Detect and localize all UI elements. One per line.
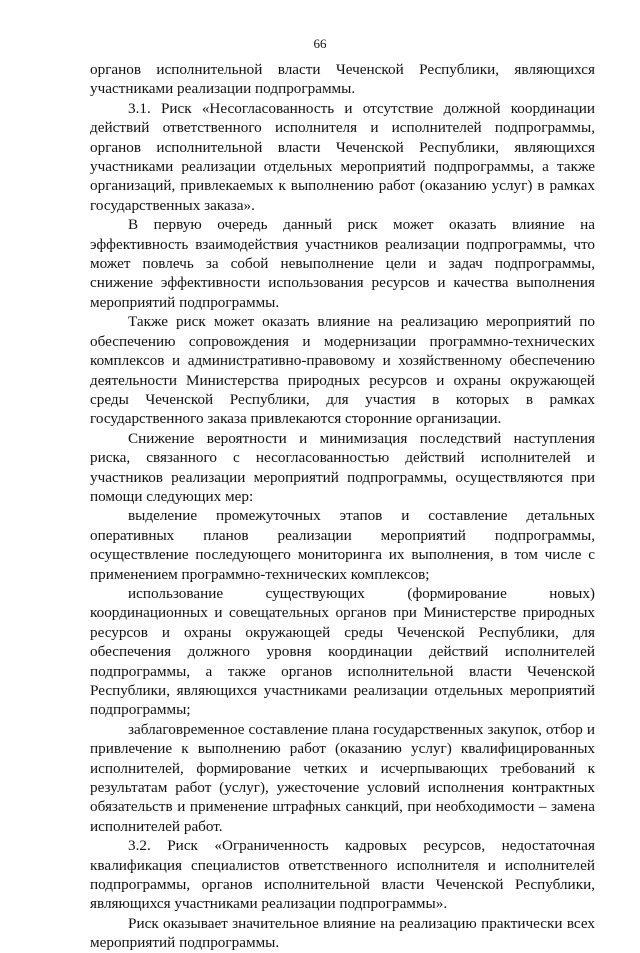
paragraph-risk-also: Также риск может оказать влияние на реализацию мероприятий по обеспечению сопровождения и модернизации программно-технических комплексов и административно-правовому и хозяйственному обеспечению деятельности Министерства природных ресурсов и охраны окружающей среды Чеченской Республики, для участия в которых в рамках государственного заказа привлекаются сторонние организации.	[90, 313, 595, 428]
paragraph-measure-1: выделение промежуточных этапов и составление детальных оперативных планов реализации мероприятий подпрограммы, осуществление последующего мониторинга их выполнения, в том числе с применением программно-технических комплексов;	[90, 507, 595, 583]
paragraph-risk-3-2: 3.2. Риск «Ограниченность кадровых ресурсов, недостаточная квалификация специалистов ответственного исполнителя и исполнителей подпрограммы, органов исполнительной власти Чеченской Республики, являющихся участниками реализации подпрограммы».	[90, 837, 595, 913]
paragraph-risk-3-1: 3.1. Риск «Несогласованность и отсутствие должной координации действий ответственного исполнителя и исполнителей подпрограммы, органов исполнительной власти Чеченской Республики, являющихся участниками реализации отдельных мероприятий подпрограммы, а также организаций, привлекаемых к выполнению работ (оказанию услуг) в рамках государственных заказа».	[90, 99, 595, 214]
document-body	[90, 60, 595, 953]
paragraph-risk-3-2-impact: Риск оказывает значительное влияние на реализацию практически всех мероприятий подпрограммы.	[90, 914, 595, 952]
paragraph-measure-3: заблаговременное составление плана государственных закупок, отбор и привлечение к выполнению работ (оказанию услуг) квалифицированных исполнителей, формирование четких и исчерпывающих требований к результатам работ (услуг), ужесточение условий исполнения контрактных обязательств и применение штрафных санкций, при необходимости – замена исполнителей работ.	[90, 720, 595, 835]
paragraph-measure-2: использование существующих (формирование новых) координационных и совещательных органов при Министерстве природных ресурсов и охраны окружающей среды Чеченской Республики, для обеспечения должного уровня координации действий исполнителей подпрограммы, а также органов исполнительной власти Чеченской Республики, являющихся участниками реализации отдельных мероприятий подпрограммы;	[90, 584, 595, 719]
page-number: 66	[313, 36, 327, 51]
paragraph-mitigation-intro: Снижение вероятности и минимизация последствий наступления риска, связанного с несогласованностью действий исполнителей и участников реализации мероприятий подпрограммы, осуществляются при помощи следующих мер:	[90, 429, 595, 505]
paragraph-continuation: органов исполнительной власти Чеченской Республики, являющихся участниками реализации подпрограммы.	[90, 61, 595, 98]
paragraph-risk-impact: В первую очередь данный риск может оказать влияние на эффективность взаимодействия участников реализации подпрограммы, что может повлечь за собой невыполнение цели и задач подпрограммы, снижение эффективности использования ресурсов и качества выполнения мероприятий подпрограммы.	[90, 216, 595, 311]
